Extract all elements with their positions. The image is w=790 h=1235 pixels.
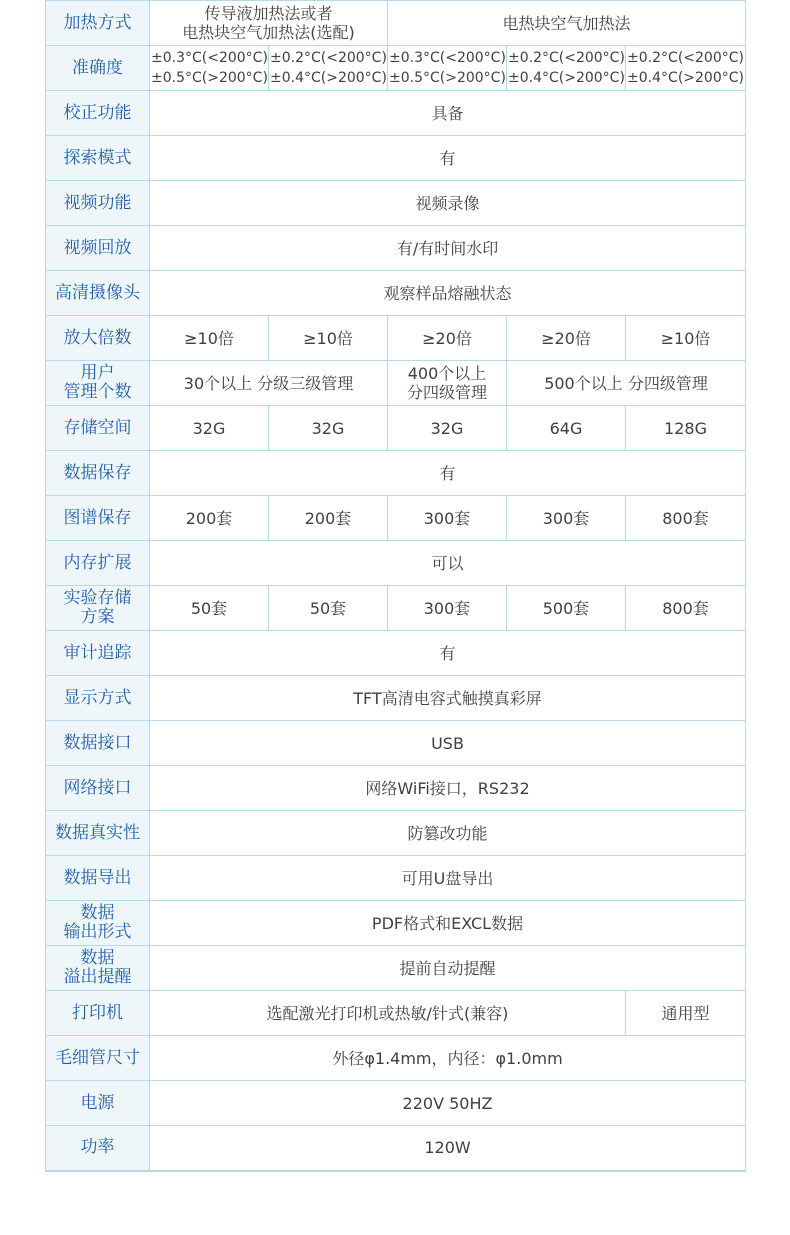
- value-cell: TFT高清电容式触摸真彩屏: [150, 676, 746, 721]
- table-row: [46, 721, 746, 766]
- table-row: [46, 496, 746, 541]
- row-label-line: 用户: [80, 363, 115, 383]
- row-label: [46, 586, 150, 631]
- table-row: [46, 991, 746, 1036]
- row-label: 高清摄像头: [46, 271, 150, 316]
- table-row: [46, 1, 746, 46]
- table-row: [46, 361, 746, 406]
- row-label-line: 实验存储: [63, 588, 132, 608]
- value-cell: 网络WiFi接口，RS232: [150, 766, 746, 811]
- row-label: 数据保存: [46, 451, 150, 496]
- value-line: ±0.3°C(<200°C): [151, 50, 268, 66]
- value-line: 400个以上: [407, 364, 487, 383]
- value-line: ±0.5°C(>200°C): [389, 70, 506, 86]
- value-line: ±0.4°C(>200°C): [508, 70, 625, 86]
- table-row: [46, 676, 746, 721]
- table-row: [46, 766, 746, 811]
- value-line: ±0.5°C(>200°C): [151, 70, 268, 86]
- table-row: [46, 136, 746, 181]
- row-label: 图谱保存: [46, 496, 150, 541]
- value-cell: 具备: [150, 91, 746, 136]
- value-cell: [388, 46, 507, 91]
- value-line: ±0.4°C(>200°C): [270, 70, 387, 86]
- table-row: [46, 316, 746, 361]
- value-cell: 50套: [150, 586, 269, 631]
- row-label: 毛细管尺寸: [46, 1036, 150, 1081]
- table-row: [46, 451, 746, 496]
- value-line: 传导液加热法或者: [204, 4, 333, 23]
- row-label: 存储空间: [46, 406, 150, 451]
- value-cell: 300套: [507, 496, 626, 541]
- row-label: 审计追踪: [46, 631, 150, 676]
- row-label: 视频功能: [46, 181, 150, 226]
- value-cell: 通用型: [626, 991, 746, 1036]
- table-row: [46, 271, 746, 316]
- value-cell: 有: [150, 136, 746, 181]
- value-cell: [150, 46, 269, 91]
- table-row: [46, 901, 746, 946]
- value-cell: 500个以上 分四级管理: [507, 361, 746, 406]
- value-cell: 可用U盘导出: [150, 856, 746, 901]
- value-cell: 30个以上 分级三级管理: [150, 361, 388, 406]
- row-label: 功率: [46, 1126, 150, 1171]
- table-row: [46, 406, 746, 451]
- value-cell: 可以: [150, 541, 746, 586]
- value-cell: 64G: [507, 406, 626, 451]
- value-cell: [626, 46, 746, 91]
- table-row: [46, 1126, 746, 1171]
- value-cell: 800套: [626, 496, 746, 541]
- row-label: 网络接口: [46, 766, 150, 811]
- value-line: ±0.3°C(<200°C): [389, 50, 506, 66]
- value-line: ±0.2°C(<200°C): [627, 50, 744, 66]
- value-cell: [269, 46, 388, 91]
- row-label: 加热方式: [46, 1, 150, 46]
- value-cell: 300套: [388, 496, 507, 541]
- row-label: [46, 361, 150, 406]
- value-cell: ≥20倍: [507, 316, 626, 361]
- table-row: [46, 91, 746, 136]
- value-cell: 观察样品熔融状态: [150, 271, 746, 316]
- value-cell: 220V 50HZ: [150, 1081, 746, 1126]
- value-cell: 防篡改功能: [150, 811, 746, 856]
- row-label: 显示方式: [46, 676, 150, 721]
- table-row: [46, 1081, 746, 1126]
- value-cell: 120W: [150, 1126, 746, 1171]
- value-line: ±0.2°C(<200°C): [508, 50, 625, 66]
- row-label: 数据真实性: [46, 811, 150, 856]
- row-label: [46, 901, 150, 946]
- table-row: [46, 181, 746, 226]
- value-cell: 选配激光打印机或热敏/针式(兼容): [150, 991, 626, 1036]
- row-label-line: 输出形式: [63, 922, 132, 942]
- table-row: [46, 226, 746, 271]
- table-row: [46, 46, 746, 91]
- value-cell: 提前自动提醒: [150, 946, 746, 991]
- value-cell: 200套: [269, 496, 388, 541]
- row-label: 数据导出: [46, 856, 150, 901]
- value-cell: 有: [150, 631, 746, 676]
- value-cell: 200套: [150, 496, 269, 541]
- row-label: 打印机: [46, 991, 150, 1036]
- value-cell: [507, 46, 626, 91]
- value-cell: 32G: [388, 406, 507, 451]
- value-cell: 50套: [269, 586, 388, 631]
- table-row: [46, 541, 746, 586]
- value-cell: 视频录像: [150, 181, 746, 226]
- row-label: 放大倍数: [46, 316, 150, 361]
- value-cell: ≥10倍: [626, 316, 746, 361]
- value-cell: [388, 361, 507, 406]
- row-label-line: 溢出提醒: [63, 967, 132, 987]
- table-row: [46, 1036, 746, 1081]
- value-cell: 有/有时间水印: [150, 226, 746, 271]
- row-label: [46, 946, 150, 991]
- value-cell: 300套: [388, 586, 507, 631]
- row-label: 视频回放: [46, 226, 150, 271]
- row-label: 探索模式: [46, 136, 150, 181]
- value-cell: 32G: [150, 406, 269, 451]
- value-line: ±0.4°C(>200°C): [627, 70, 744, 86]
- value-cell: 500套: [507, 586, 626, 631]
- row-label: 内存扩展: [46, 541, 150, 586]
- row-label: 数据接口: [46, 721, 150, 766]
- table-row: [46, 946, 746, 991]
- table-row: [46, 811, 746, 856]
- table-row: [46, 631, 746, 676]
- value-cell: 800套: [626, 586, 746, 631]
- value-cell: USB: [150, 721, 746, 766]
- value-cell: 128G: [626, 406, 746, 451]
- row-label-line: 管理个数: [63, 382, 132, 402]
- value-cell: PDF格式和EXCL数据: [150, 901, 746, 946]
- row-label-line: 方案: [80, 607, 115, 627]
- row-label: 电源: [46, 1081, 150, 1126]
- value-line: 分四级管理: [406, 383, 487, 402]
- spec-table: [45, 0, 746, 1172]
- value-cell: 32G: [269, 406, 388, 451]
- value-cell: 外径φ1.4mm，内径：φ1.0mm: [150, 1036, 746, 1081]
- table-row: [46, 586, 746, 631]
- table-row: [46, 856, 746, 901]
- value-cell: 电热块空气加热法: [388, 1, 746, 46]
- value-cell: 有: [150, 451, 746, 496]
- value-line: ±0.2°C(<200°C): [270, 50, 387, 66]
- value-line: 电热块空气加热法(选配): [182, 23, 355, 42]
- row-label: 校正功能: [46, 91, 150, 136]
- row-label-line: 数据: [80, 903, 115, 923]
- value-cell: [150, 1, 388, 46]
- row-label-line: 数据: [80, 948, 115, 968]
- value-cell: ≥20倍: [388, 316, 507, 361]
- value-cell: ≥10倍: [269, 316, 388, 361]
- row-label: 准确度: [46, 46, 150, 91]
- value-cell: ≥10倍: [150, 316, 269, 361]
